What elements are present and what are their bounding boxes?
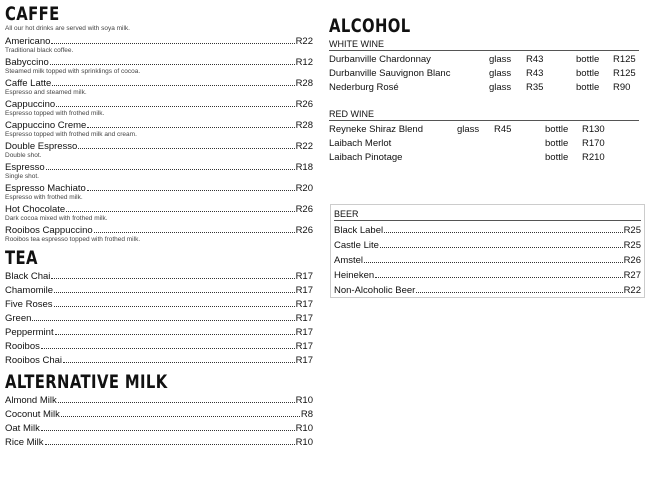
dot-leader — [54, 292, 295, 293]
dot-leader — [58, 402, 295, 403]
menu-item-row — [5, 141, 313, 152]
item-price: R18 — [295, 162, 313, 173]
item-name: Caffe Latte — [5, 78, 52, 89]
dot-leader — [55, 334, 295, 335]
dot-leader — [41, 430, 295, 431]
item-name: Rooibos Chai — [5, 355, 63, 366]
glass-price — [494, 137, 545, 151]
dot-leader — [32, 320, 294, 321]
dot-leader — [45, 444, 295, 445]
item-name: Babyccino — [5, 57, 49, 68]
item-price: R17 — [295, 313, 313, 324]
menu-item-row — [5, 394, 313, 408]
item-price: R17 — [295, 271, 313, 282]
bottle-price: R90 — [613, 82, 631, 93]
bottle-label: bottle — [576, 68, 600, 79]
glass-label — [457, 137, 494, 151]
item-name: Heineken — [334, 270, 375, 281]
glass-price — [494, 151, 545, 165]
wine-name: Durbanville Sauvignon Blanc — [329, 68, 451, 79]
item-description: Single shot. — [5, 173, 39, 180]
menu-item — [5, 312, 313, 326]
dot-leader — [56, 106, 294, 107]
menu-item — [5, 141, 313, 160]
alt-milk-title: ALTERNATIVE MILK — [5, 371, 168, 393]
dot-leader — [380, 247, 623, 248]
item-name: Double Espresso — [5, 141, 78, 152]
item-price: R17 — [295, 341, 313, 352]
item-price: R17 — [295, 355, 313, 366]
caffe-title: CAFFE — [5, 3, 60, 25]
item-name: Green — [5, 313, 32, 324]
menu-item-row — [5, 204, 313, 215]
item-description: Traditional black coffee. — [5, 47, 74, 54]
menu-item — [5, 436, 313, 450]
item-description: Espresso topped with frothed milk and cream. — [5, 131, 137, 138]
bottle-price: R210 — [582, 152, 605, 163]
caffe-list — [5, 36, 313, 244]
dot-leader — [416, 292, 622, 293]
beer-list — [334, 223, 641, 298]
menu-item-row — [5, 183, 313, 194]
menu-item-row — [5, 354, 313, 368]
item-description: Rooibos tea espresso topped with frothed milk. — [5, 236, 141, 243]
menu-item-row — [334, 268, 641, 283]
glass-label: glass — [457, 124, 480, 135]
menu-item — [5, 57, 313, 76]
menu-item — [334, 253, 641, 268]
wine-name: Laibach Merlot — [329, 138, 392, 149]
item-description: Steamed milk topped with sprinklings of cocoa. — [5, 68, 141, 75]
dot-leader — [364, 262, 623, 263]
glass-price: R45 — [494, 124, 512, 135]
item-name: Rice Milk — [5, 437, 44, 448]
menu-item — [334, 283, 641, 298]
menu-item-row — [5, 99, 313, 110]
dot-leader — [66, 211, 294, 212]
menu-item-row — [334, 283, 641, 298]
wine-name: Nederburg Rosé — [329, 82, 399, 93]
menu-item — [5, 78, 313, 97]
item-name: Non-Alcoholic Beer — [334, 285, 416, 296]
red-wine-heading: RED WINE — [329, 109, 639, 121]
item-name: Cappuccino Creme — [5, 120, 87, 131]
menu-item — [5, 340, 313, 354]
menu-item — [5, 99, 313, 118]
dot-leader — [87, 190, 295, 191]
left-column — [5, 3, 313, 450]
dot-leader — [375, 277, 622, 278]
glass-price: R43 — [526, 54, 544, 65]
menu-item — [5, 284, 313, 298]
menu-item-row — [5, 408, 313, 422]
menu-item-row — [5, 340, 313, 354]
item-name: Espresso — [5, 162, 45, 173]
item-description: Espresso and steamed milk. — [5, 89, 87, 96]
item-price: R17 — [295, 327, 313, 338]
item-description: Double shot. — [5, 152, 42, 159]
menu-item-row — [5, 120, 313, 131]
wine-row — [329, 123, 639, 137]
menu-item-row — [334, 238, 641, 253]
right-column — [329, 15, 639, 165]
bottle-label: bottle — [576, 82, 600, 93]
menu-item — [5, 408, 313, 422]
item-name: Coconut Milk — [5, 409, 60, 420]
item-name: Chamomile — [5, 285, 54, 296]
menu-item-row — [5, 436, 313, 450]
dot-leader — [384, 232, 622, 233]
item-description: Dark cocoa mixed with frothed milk. — [5, 215, 108, 222]
menu-item-row — [5, 312, 313, 326]
item-description: Espresso with frothed milk. — [5, 194, 83, 201]
wine-row — [329, 53, 639, 67]
dot-leader — [78, 148, 294, 149]
wine-name: Reyneke Shiraz Blend — [329, 124, 423, 135]
glass-label: glass — [489, 68, 512, 79]
item-price: R20 — [295, 183, 313, 194]
item-price: R26 — [295, 204, 313, 215]
item-price: R10 — [295, 395, 313, 406]
alt-milk-list — [5, 394, 313, 450]
item-name: Black Chai — [5, 271, 51, 282]
bottle-price: R125 — [613, 54, 636, 65]
wine-row — [329, 137, 639, 151]
glass-label: glass — [489, 54, 512, 65]
menu-item-row — [5, 36, 313, 47]
menu-item — [5, 422, 313, 436]
dot-leader — [51, 43, 294, 44]
item-name: Espresso Machiato — [5, 183, 86, 194]
dot-leader — [54, 306, 295, 307]
bottle-label: bottle — [545, 124, 569, 135]
red-wine-list — [329, 123, 639, 165]
item-price: R28 — [295, 120, 313, 131]
item-price: R10 — [295, 437, 313, 448]
item-name: Rooibos Cappuccino — [5, 225, 93, 236]
tea-list — [5, 270, 313, 368]
menu-item — [5, 354, 313, 368]
item-name: Castle Lite — [334, 240, 379, 251]
white-wine-heading: WHITE WINE — [329, 39, 639, 51]
tea-title: TEA — [5, 247, 38, 269]
wine-row — [329, 151, 639, 165]
item-price: R22 — [295, 36, 313, 47]
glass-price: R43 — [526, 68, 544, 79]
wine-row — [329, 67, 639, 81]
glass-label: glass — [489, 82, 512, 93]
item-name: Black Label — [334, 225, 384, 236]
wine-name: Laibach Pinotage — [329, 152, 403, 163]
menu-item — [5, 298, 313, 312]
beer-box — [330, 204, 645, 298]
dot-leader — [61, 416, 300, 417]
item-name: Amstel — [334, 255, 364, 266]
item-price: R10 — [295, 423, 313, 434]
caffe-note: All our hot drinks are served with soya milk. — [5, 25, 130, 32]
item-name: Five Roses — [5, 299, 53, 310]
menu-item — [5, 36, 313, 55]
item-price: R22 — [295, 141, 313, 152]
item-price: R12 — [295, 57, 313, 68]
dot-leader — [41, 348, 295, 349]
bottle-price: R130 — [582, 124, 605, 135]
item-name: Almond Milk — [5, 395, 57, 406]
beer-heading: BEER — [334, 209, 641, 221]
menu-item-row — [5, 284, 313, 298]
item-name: Rooibos — [5, 341, 40, 352]
menu-item — [5, 394, 313, 408]
menu-item-row — [5, 298, 313, 312]
item-price: R17 — [295, 299, 313, 310]
menu-item — [5, 183, 313, 202]
dot-leader — [63, 362, 295, 363]
item-description: Espresso topped with frothed milk. — [5, 110, 105, 117]
dot-leader — [87, 127, 294, 128]
menu-item — [5, 225, 313, 244]
item-name: Peppermint — [5, 327, 54, 338]
menu-item — [334, 268, 641, 283]
dot-leader — [50, 64, 295, 65]
item-price: R17 — [295, 285, 313, 296]
item-price: R25 — [623, 225, 641, 236]
item-name: Americano — [5, 36, 51, 47]
item-price: R26 — [295, 99, 313, 110]
glass-price: R35 — [526, 82, 544, 93]
menu-item — [334, 238, 641, 253]
bottle-label: bottle — [545, 138, 569, 149]
menu-item-row — [5, 225, 313, 236]
item-price: R22 — [623, 285, 641, 296]
white-wine-list — [329, 53, 639, 95]
item-name: Oat Milk — [5, 423, 40, 434]
menu-item-row — [5, 270, 313, 284]
menu-item-row — [5, 422, 313, 436]
item-name: Cappuccino — [5, 99, 56, 110]
alcohol-title: ALCOHOL — [329, 15, 411, 37]
bottle-label: bottle — [576, 54, 600, 65]
bottle-price: R125 — [613, 68, 636, 79]
item-price: R26 — [623, 255, 641, 266]
menu-item — [334, 223, 641, 238]
menu-item — [5, 326, 313, 340]
menu-item — [5, 120, 313, 139]
menu-item-row — [5, 78, 313, 89]
item-price: R8 — [300, 409, 313, 420]
menu-item-row — [334, 223, 641, 238]
menu-item-row — [334, 253, 641, 268]
menu-item-row — [5, 162, 313, 173]
menu-item — [5, 270, 313, 284]
wine-row — [329, 81, 639, 95]
item-price: R26 — [295, 225, 313, 236]
dot-leader — [52, 85, 294, 86]
menu-item-row — [5, 326, 313, 340]
item-price: R27 — [623, 270, 641, 281]
item-price: R28 — [295, 78, 313, 89]
dot-leader — [51, 278, 294, 279]
bottle-price: R170 — [582, 138, 605, 149]
item-name: Hot Chocolate — [5, 204, 66, 215]
menu-item — [5, 162, 313, 181]
menu-item-row — [5, 57, 313, 68]
item-price: R25 — [623, 240, 641, 251]
dot-leader — [46, 169, 295, 170]
glass-label — [457, 151, 494, 165]
wine-name: Durbanville Chardonnay — [329, 54, 431, 65]
dot-leader — [94, 232, 295, 233]
menu-item — [5, 204, 313, 223]
bottle-label: bottle — [545, 152, 569, 163]
